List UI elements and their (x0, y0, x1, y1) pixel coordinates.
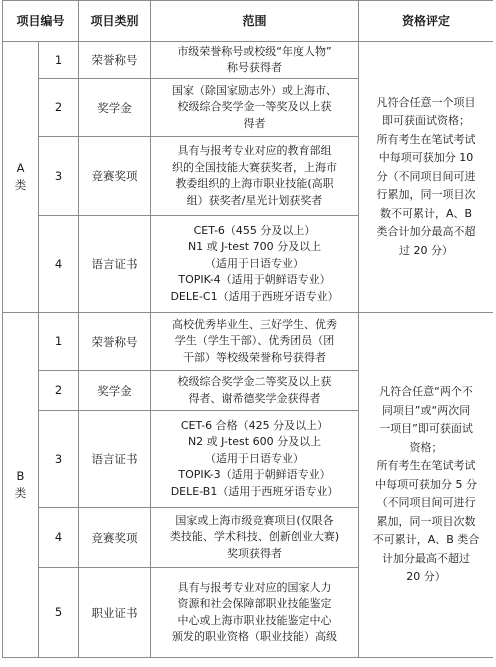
row-category: 荣誉称号 (79, 42, 151, 79)
qualification-table-container (2, 0, 493, 667)
row-number: 3 (39, 137, 79, 216)
qualification-line: 一项目”即可获面试 (379, 422, 473, 436)
scope-line: DELE-B1（适用于西班牙语专业） (170, 484, 339, 498)
row-number: 1 (39, 313, 79, 371)
qualification-line: 凡符合任意“两个不 (379, 385, 473, 399)
row-number: 4 (39, 508, 79, 568)
header-qualification: 资格评定 (359, 1, 493, 42)
row-category: 竞赛奖项 (79, 137, 151, 216)
scope-line: 国家（除国家励志外）或上海市、 (172, 83, 338, 97)
row-scope (151, 411, 359, 508)
row-number: 5 (39, 568, 79, 658)
row-number: 3 (39, 411, 79, 508)
scope-line: 具有与报考专业对应的国家人力 (177, 580, 332, 594)
qualification-line: 凡符合任意一个项目 (376, 95, 476, 109)
qualification-line: 所有考生在笔试考试 (376, 459, 476, 473)
qualification-line: 累加，同一项目次数 (376, 514, 476, 528)
scope-line: 资源和社会保障部职业技能鉴定 (177, 597, 332, 610)
scope-line: 得者、谢希德奖学金获得者 (188, 391, 321, 405)
qualification-line: 所有考生在笔试考试 (376, 132, 476, 146)
scope-line: 组）获奖者/星光计划获奖者 (186, 193, 323, 207)
scope-line: N1 或 J-test 700 分及以上 (187, 240, 322, 254)
scope-line: 校级综合奖学金二等奖及以上获 (177, 375, 332, 388)
scope-line: DELE-C1（适用于西班牙语专业） (170, 289, 339, 303)
row-scope (151, 371, 359, 411)
row-number: 2 (39, 79, 79, 137)
header-scope: 范围 (151, 1, 359, 42)
group-label-b (3, 313, 39, 658)
scope-line: 称号获得者 (227, 61, 283, 74)
qualification-line: 资格； (409, 440, 443, 454)
qualification-line: 即可获面试资格； (382, 114, 471, 128)
table-header-row (3, 1, 494, 42)
scope-line: TOPIK-3（适用于朝鲜语专业） (178, 468, 331, 482)
row-scope (151, 137, 359, 216)
scope-line: 高校优秀毕业生、三好学生、优秀 (172, 317, 338, 331)
scope-line: 市级荣誉称号或校级“年度人物” (177, 44, 332, 58)
header-project-category: 项目类别 (79, 1, 151, 42)
qualification-line: （不同项目间可进行 (376, 496, 476, 510)
scope-line: 国家或上海市级竞赛项目(仅限各 (175, 513, 334, 527)
row-scope (151, 216, 359, 313)
scope-line: 学生（学生干部）、优秀团员（团 (174, 334, 335, 348)
scope-line: 类技能、学术科技、创新创业大赛) (169, 530, 340, 544)
scope-line: TOPIK-4（适用于朝鲜语专业） (178, 273, 331, 287)
scope-line: 校级综合奖学金一等奖及以上获 (177, 100, 332, 114)
qualification-line: 不可累计，A、B 类合 (372, 533, 480, 547)
scope-line: 干部）等校级荣誉称号获得者 (183, 350, 327, 364)
group-label-letter: B (16, 469, 25, 483)
row-number: 1 (39, 42, 79, 79)
scope-line: CET-6 合格（425 分及以上） (180, 418, 329, 432)
row-category: 竞赛奖项 (79, 508, 151, 568)
scope-line: （适用于日语专业） (205, 451, 305, 465)
row-category: 语言证书 (79, 216, 151, 313)
qualification-table (2, 0, 493, 658)
table-row-a1 (3, 42, 494, 79)
group-label-suffix: 类 (14, 486, 27, 500)
qualification-line: 行累加，同一项目次 (376, 188, 476, 202)
scope-line: 教委组织的上海市职业技能(高职 (175, 177, 334, 190)
qualification-line: 分（不同项目间可进 (376, 169, 476, 183)
row-scope (151, 42, 359, 79)
group-label-a (3, 42, 39, 313)
row-scope (151, 313, 359, 371)
group-label-letter: A (16, 161, 25, 175)
qualification-line: 数不可累计，A、B (379, 206, 473, 220)
qualification-line: 过 20 分） (399, 243, 454, 257)
row-category: 奖学金 (79, 371, 151, 411)
group-label-suffix: 类 (14, 178, 27, 192)
scope-line: 奖项获得者 (227, 546, 283, 560)
qualification-line: 中每项可获加分 5 分 (375, 477, 478, 491)
row-category: 荣誉称号 (79, 313, 151, 371)
table-row-b1 (3, 313, 494, 371)
row-scope (151, 508, 359, 568)
qualification-line: 20 分） (406, 570, 446, 584)
scope-line: 织的全国技能大赛获奖者，上海市 (172, 160, 338, 174)
qualification-a (359, 42, 493, 313)
qualification-line: 中每项可获加分 10 (378, 151, 474, 165)
scope-line: N2 或 J-test 600 分及以上 (187, 435, 322, 449)
row-number: 2 (39, 371, 79, 411)
scope-line: CET-6（455 分及以上） (193, 223, 316, 237)
scope-line: 中心或上海市职业技能鉴定中心 (177, 613, 332, 627)
scope-line: （适用于日语专业） (205, 256, 305, 270)
qualification-line: 同项目”或“两次同 (381, 403, 471, 417)
row-category: 奖学金 (79, 79, 151, 137)
row-scope (151, 568, 359, 658)
qualification-line: 计加分最高不超过 (382, 551, 471, 565)
header-project-number: 项目编号 (3, 1, 79, 42)
qualification-b (359, 313, 493, 658)
row-number: 4 (39, 216, 79, 313)
row-scope (151, 79, 359, 137)
scope-line: 得者 (243, 116, 266, 130)
qualification-line: 类合计加分最高不超 (376, 225, 476, 239)
scope-line: 颁发的职业资格（职业技能）高级 (172, 630, 338, 643)
scope-line: 具有与报考专业对应的教育部组 (177, 144, 332, 157)
row-category: 职业证书 (79, 568, 151, 658)
row-category: 语言证书 (79, 411, 151, 508)
